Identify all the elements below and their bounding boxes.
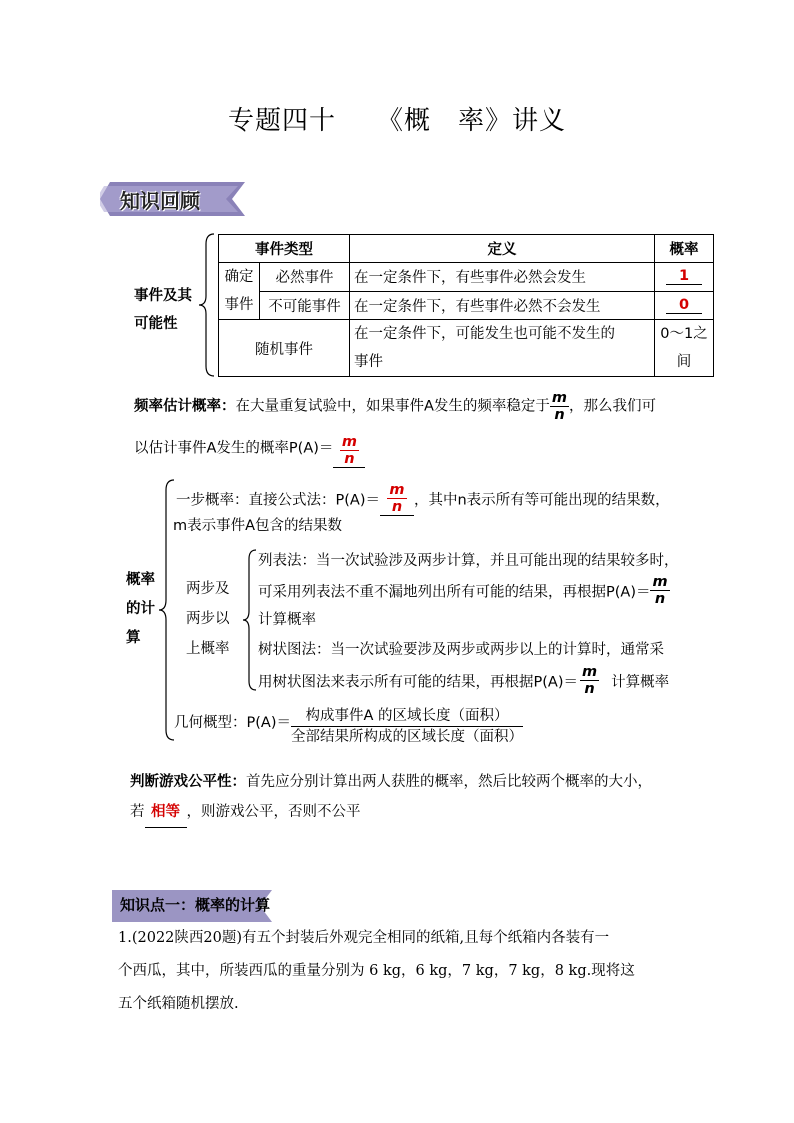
freq-text1: 在大量重复试验中，如果事件A发生的频率稳定于 <box>235 398 550 415</box>
calc-side-line1: 概率 <box>126 572 155 588</box>
frac-num: m <box>389 482 405 498</box>
two-step-label <box>186 574 230 664</box>
one-step-text3: m表示事件A包含的结果数 <box>173 518 343 534</box>
two-step-line1: 两步及 <box>186 581 230 597</box>
list-method-line2 <box>258 576 670 609</box>
frac-num: m <box>551 390 568 406</box>
tree-method-line2 <box>258 666 669 699</box>
page-title: 专题四十 《概 率》讲义 <box>227 106 566 136</box>
certain-group-cell <box>219 263 260 320</box>
one-step-answer-fraction <box>387 482 406 515</box>
freq-line1 <box>134 390 656 423</box>
geo-denominator: 全部结果所构成的区域长度（面积） <box>290 729 523 745</box>
freq-answer-fraction <box>340 434 359 467</box>
probability-cell <box>655 291 714 320</box>
certain-group-line1: 确定 <box>224 269 254 285</box>
section-banner-review <box>100 180 250 218</box>
section-title-review: 知识回顾 <box>120 189 200 213</box>
type-cell: 不可能事件 <box>260 291 350 320</box>
freq-fraction <box>550 390 569 423</box>
events-side-label <box>134 282 192 338</box>
frac-num: m <box>581 664 598 680</box>
one-step-text1: 一步概率：直接公式法：P(A)＝ <box>176 492 380 509</box>
freq-label: 频率估计概率： <box>134 398 236 415</box>
calc-side-line2: 的计 <box>126 601 155 617</box>
table-header-row <box>219 235 714 263</box>
geo-fraction <box>291 706 523 747</box>
one-step-answer <box>380 482 414 516</box>
probability-cell <box>655 320 714 377</box>
probability-answer: 1 <box>666 268 702 285</box>
table-row <box>219 291 714 320</box>
frac-num: m <box>652 574 668 590</box>
freq-line2 <box>134 432 365 466</box>
fair-line2 <box>130 798 361 828</box>
random-prob-line1: 0～1之 <box>660 326 708 342</box>
section-banner-point1 <box>112 888 272 924</box>
random-def-line2: 事件 <box>354 354 383 370</box>
header-type: 事件类型 <box>219 235 350 263</box>
frac-den: n <box>391 499 403 515</box>
frac-den: n <box>584 681 595 697</box>
type-cell: 必然事件 <box>260 263 350 292</box>
fair-text1: 首先应分别计算出两人获胜的概率，然后比较两个概率的大小， <box>246 774 652 790</box>
question-line3: 五个纸箱随机摆放. <box>118 996 239 1012</box>
frac-den: n <box>554 407 565 423</box>
certain-group-line2: 事件 <box>224 297 254 313</box>
list-fraction <box>650 574 669 607</box>
geo-label: 几何概型：P(A)＝ <box>174 714 291 731</box>
geo-line <box>174 706 523 747</box>
geo-numerator: 构成事件A 的区域长度（面积） <box>291 706 523 727</box>
brace-two-step <box>242 548 258 692</box>
events-table <box>218 234 714 377</box>
list-method-text2: 可采用列表法不重不漏地列出所有可能的结果，再根据P(A)＝ <box>258 584 651 601</box>
header-definition: 定义 <box>350 235 655 263</box>
tree-method-text2: 用树状图法来表示所有可能的结果，再根据P(A)＝ <box>258 674 578 691</box>
type-cell: 随机事件 <box>219 320 350 377</box>
events-side-label-line2: 可能性 <box>134 316 178 332</box>
fair-answer: 相等 <box>145 798 187 828</box>
one-step-line2 <box>173 512 342 541</box>
question-line1: 1.(2022陕西20题)有五个封装后外观完全相同的纸箱,且每个纸箱内各装有一 <box>118 930 610 946</box>
frac-den: n <box>344 451 355 467</box>
frac-num: m <box>341 434 357 450</box>
two-step-line2: 两步以 <box>186 611 230 627</box>
probability-cell <box>655 263 714 292</box>
fair-text2a: 若 <box>130 804 145 820</box>
tree-method-text3: 计算概率 <box>611 674 670 691</box>
table-row <box>219 263 714 292</box>
list-method-line1: 列表法：当一次试验涉及两步计算，并且可能出现的结果较多时， <box>258 553 679 569</box>
definition-cell: 在一定条件下，有些事件必然会发生 <box>350 263 655 292</box>
definition-cell: 在一定条件下，有些事件必然不会发生 <box>350 291 655 320</box>
freq-text2: ，那么我们可 <box>569 398 657 415</box>
two-step-line3: 上概率 <box>186 641 230 657</box>
fair-line1 <box>130 768 652 797</box>
tree-method-line1: 树状图法：当一次试验要涉及两步或两步以上的计算时，通常采 <box>258 642 664 658</box>
section-title-point1: 知识点一：概率的计算 <box>120 896 271 914</box>
calc-side-label <box>126 566 155 653</box>
brace-events <box>198 232 216 378</box>
freq-answer <box>333 434 365 468</box>
table-row <box>219 320 714 377</box>
calc-side-line3: 算 <box>126 630 141 646</box>
frac-den: n <box>654 591 666 607</box>
question-line2: 个西瓜，其中，所装西瓜的重量分别为 6 kg，6 kg，7 kg，7 kg，8 kg.现将这 <box>118 963 635 979</box>
random-def-line1: 在一定条件下，可能发生也可能不发生的 <box>354 326 615 342</box>
freq-text3: 以估计事件A发生的概率P(A)＝ <box>134 440 334 457</box>
events-side-label-line1: 事件及其 <box>134 288 192 304</box>
random-prob-line2: 间 <box>676 354 692 370</box>
probability-answer: 0 <box>666 297 702 314</box>
fair-label: 判断游戏公平性： <box>130 774 246 790</box>
header-probability: 概率 <box>655 235 714 263</box>
fair-text2b: ，则游戏公平，否则不公平 <box>186 804 361 820</box>
tree-fraction <box>580 664 599 697</box>
list-method-line3: 计算概率 <box>258 612 316 628</box>
one-step-text2: ，其中n表示所有等可能出现的结果数， <box>413 492 670 509</box>
definition-cell <box>350 320 655 377</box>
